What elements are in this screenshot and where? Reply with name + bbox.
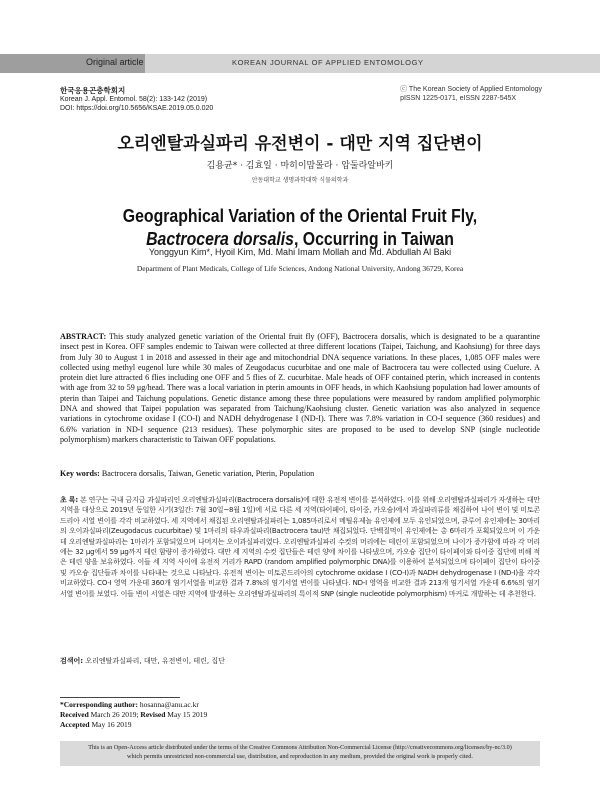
article-type-label: Original article [86, 57, 144, 67]
received-label: Received [60, 710, 89, 719]
keywords-label: Key words: [60, 469, 100, 478]
keywords-text: Bactrocera dorsalis, Taiwan, Genetic variation, Pterin, Population [101, 469, 315, 478]
korean-abstract-label: 초 록: [60, 496, 78, 504]
keywords [60, 469, 540, 478]
issn-line: pISSN 1225-0171, eISSN 2287-545X [400, 95, 517, 102]
journal-name-korean: 한국응용곤충학회지 [60, 86, 126, 95]
revised-date: May 15 2019 [167, 710, 208, 719]
english-authors: Yonggyun Kim*, Hyoil Kim, Md. Mahi Imam Mollah and Md. Abdullah Al Baki [148, 247, 452, 257]
korean-affiliation: 안동대학교 생명과학대학 식물의학과 [251, 177, 349, 184]
abstract-text: This study analyzed genetic variation of the Oriental fruit fly (OFF), Bactrocera dorsalis, which is designated to be a quarantine insect pest in Korea. OFF samples endemic to Taiwan were collected at three different locations (Taipei, Taichung, and Kaohsiung) for three days from July 30 to August 1 in 2018 and assessed in their age and mitochondrial DNA sequence variations. In these places, 1,085 OFF males were collected using methyl eugenol lure while 30 males of Zeugodacus cucurbitae and one male of Bactrocera tau were collected using Cuelure. A protein diet lure attracted 6 flies including one OFF and 5 flies of Z. cucurbitae. Male heads of OFF contained pterin, which increased in contents with age from 32 to 59 μg/head. There was a local variation in pterin amounts in OFF heads, in which Kaohsiung population had lower amounts of pterin than Taipei and Taichung populations. Genetic distance among these three populations were measured by random amplified polymorphic DNA and showed that Taipei population was separated from Taichung/Kaohsiung cluster. Genetic variation was also analyzed in sequence variations in cytochrome oxidase I (CO-I) and NADH dehydrogenase I (ND-I). There was 7.8% variation in CO-I sequence (360 residues) and 6.6% variation in ND-I sequence (213 residues). These polymorphic sites are proposed to be used to develop SNP (single nucleotide polymorphism) markers characteristic to Taiwan OFF populations. [60, 332, 540, 444]
korean-keywords-label: 검색어: [60, 657, 84, 665]
journal-name: KOREAN JOURNAL OF APPLIED ENTOMOLOGY [232, 58, 424, 67]
abstract [60, 332, 540, 445]
corresponding-author [60, 700, 207, 710]
english-title-rest: , Occurring in Taiwan [294, 229, 454, 249]
received-revised-dates [60, 710, 207, 720]
korean-keywords [60, 656, 540, 666]
english-title-species: Bactrocera dorsalis [146, 229, 295, 249]
korean-keywords-text: 오리엔탈과실파리, 대만, 유전변이, 테린, 집단 [85, 657, 225, 665]
license-line1: This is an Open-Access article distributed under the terms of the Creative Commons Attribution Non-Commercial License (http://creativecommons.org/licenses/by-nc/3.0) [88, 744, 512, 751]
korean-title: 오리엔탈과실파리 유전변이 - 대만 지역 집단변이 [117, 134, 483, 154]
accepted-date-line [60, 720, 207, 730]
korean-authors: 김용균* · 김효일 · 마히이맘몰라 · 압둘라알바키 [206, 161, 394, 171]
corresponding-email[interactable]: hosanna@anu.ac.kr [139, 700, 199, 709]
footnote-block [60, 700, 207, 730]
corresponding-label: *Corresponding author: [60, 700, 138, 709]
accepted-date: May 16 2019 [91, 720, 132, 729]
accepted-label: Accepted [60, 720, 90, 729]
license-line2: which permits unrestricted non-commercial use, distribution, and reproduction in any medium, provided the original work is properly cited. [127, 753, 473, 760]
abstract-label: ABSTRACT: [60, 332, 107, 341]
article-type-bar [0, 54, 600, 73]
doi-link[interactable]: DOI: https://doi.org/10.5656/KSAE.2019.05.0.020 [60, 105, 214, 112]
english-title [36, 205, 564, 251]
korean-abstract-text: 본 연구는 국내 금지급 과실파리인 오리엔탈과실파리(Bactrocera dorsalis)에 대한 유전적 변이를 분석하였다. 이를 위해 오리엔탈과실파리가 자생하는 대만 지역을 대상으로 2019년 동일한 시기(3일간: 7월 30일~8월 1일)에 서로 다른 세 지역(타이페이, 타이중, 카오슝)에서 과실파리류를 채집하여 나이 변이 및 미토콘드리아 서열 변이를 각각 비교하였다. 세 지역에서 채집된 오리엔탈과실파리는 1,085마리로서 메틸유제놀 유인제에 모두 유인되었으며, 큐루어 유인제에는 30마리의 오이과실파리(Zeugodacus cucurbitae) 및 1마리의 타우과실파리(Bactrocera tau)만 채집되었다. 단백질먹이 유인제에는 총 6마리가 포획되었으며 이 가운데 오리엔탈과실파리는 1마리가 포함되었으며 나머지는 오이과실파리였다. 오리엔탈과실파리 수컷의 머리에는 테린이 포함되었으며 나이가 증가함에 따라 각 머리에는 32 μg에서 59 μg까지 테린 함량이 증가하였다. 대만 세 지역의 수컷 집단들은 테린 양에 차이를 나타냈으며, 카오슝 집단이 타이페이와 타이중 집단에 비해 적은 테린 양을 보유하였다. 이들 세 지역 사이에 유전적 거리가 RAPD (random amplified polymorphic DNA)를 이용하여 분석되었으며 타이페이 집단이 타이중 및 카오슝 집단들과 차이를 나타내는 것으로 나타났다. 유전적 변이는 미토콘드리아의 cytochrome oxidase I (CO-I)과 NADH dehydrogenase I (ND-I)을 각각 비교하였다. CO-I 영역 가운데 360개 염기서열을 비교한 결과 7.8%의 염기서열 변이를 나타냈다. ND-I 영역을 비교한 결과 213개 염기서열 가운데 6.6%의 염기서열 변이를 보였다. 이들 변이 서열은 대만 지역에 발생하는 오리엔탈과실파리의 특이적 SNP (single nucleotide polymorphism) 마커로 개발하는 데 추천한다. [60, 496, 540, 598]
korean-abstract [60, 495, 540, 599]
citation-block [60, 86, 213, 113]
license-notice [60, 741, 540, 766]
copyright-notice: ⓒ The Korean Society of Applied Entomology [400, 86, 542, 93]
received-date: March 26 2019; [90, 710, 139, 719]
society-block [400, 85, 542, 103]
footnote-divider [60, 697, 180, 698]
english-title-line1: Geographical Variation of the Oriental Fruit Fly, [122, 206, 478, 226]
revised-label: Revised [140, 710, 166, 719]
english-affiliation: Department of Plant Medicals, College of Life Sciences, Andong National University, Andong 36729, Korea [136, 264, 464, 273]
citation-line: Korean J. Appl. Entomol. 58(2): 133-142 (2019) [60, 96, 208, 103]
